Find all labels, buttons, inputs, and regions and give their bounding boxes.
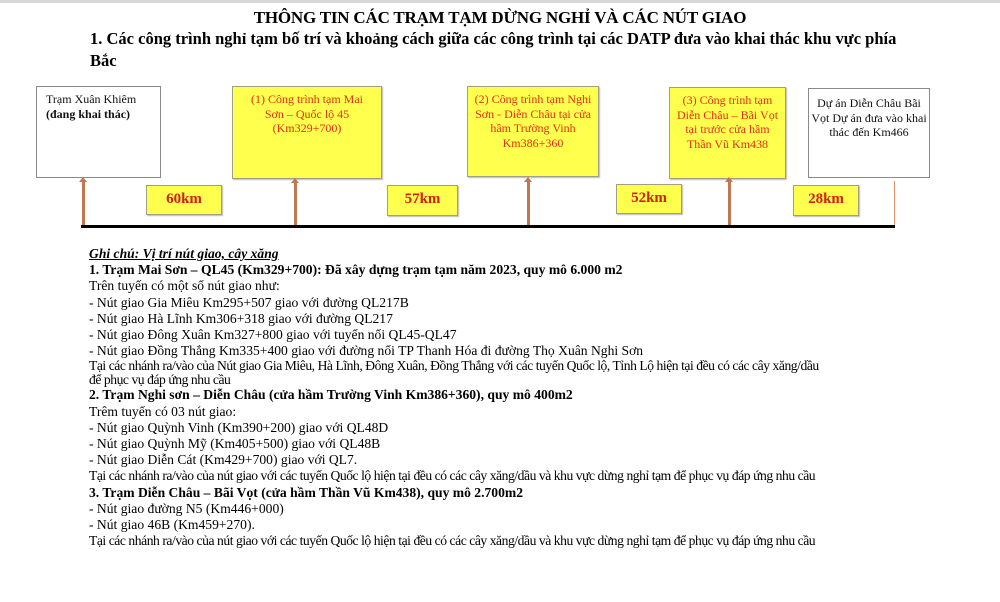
station-label: (2) Công trình tạm Nghi Sơn - Diễn Châu tại cửa hầm Trường Vinh Km386+360 bbox=[474, 92, 592, 150]
distance-label-4: 28km bbox=[793, 185, 859, 216]
station-box-dien-chau bbox=[669, 87, 786, 179]
note-line: Trên tuyến có một số nút giao như: bbox=[89, 278, 280, 294]
note-line: - Nút giao Quỳnh Vinh (Km390+200) giao với QL48D bbox=[89, 419, 389, 435]
note-line: - Nút giao đường N5 (Km446+000) bbox=[89, 500, 284, 516]
note-section-2: 2. Trạm Nghi sơn – Diễn Châu (cửa hầm Trường Vinh Km386+360), quy mô 400m2 bbox=[89, 387, 573, 403]
note-line: - Nút giao Quỳnh Mỹ (Km405+500) giao với QL48B bbox=[89, 436, 381, 452]
station-box-du-an-dien-chau bbox=[808, 88, 930, 178]
station-label: (3) Công trình tạm Diễn Châu – Bãi Vọt tại trước cửa hầm Thần Vũ Km438 bbox=[676, 93, 779, 151]
note-section-1: 1. Trạm Mai Sơn – QL45 (Km329+700): Đã xây dựng trạm tạm năm 2023, quy mô 6.000 m2 bbox=[89, 262, 623, 278]
arrow-up-icon bbox=[728, 181, 731, 226]
station-name: Trạm Xuân Khiêm bbox=[46, 92, 137, 106]
note-line: Tại các nhánh ra/vào của nút giao với các tuyến Quốc lộ hiện tại đều có các cây xăng/dầu và khu vực dừng nghỉ tạm để phục vụ đáp ứng nhu cầu bbox=[89, 533, 816, 549]
station-status: (đang khai thác) bbox=[46, 106, 131, 121]
note-line: Trêm tuyến có 03 nút giao: bbox=[89, 403, 237, 419]
note-section-3: 3. Trạm Diễn Châu – Bãi Vọt (cửa hầm Thần Vũ Km438), quy mô 2.700m2 bbox=[89, 484, 524, 500]
arrow-up-icon bbox=[294, 182, 297, 227]
distance-label-3: 52km bbox=[616, 184, 682, 214]
note-line: Tại các nhánh ra/vào của nút giao với các tuyến Quốc lộ hiện tại đều có các cây xăng/dầu và khu vực dừng nghỉ tạm để phục vụ đáp ứng nhu cầu bbox=[89, 468, 816, 484]
station-label: Dự án Diễn Châu Bãi Vọt Dự án đưa vào khai thác đến Km466 bbox=[811, 96, 927, 139]
notes-heading: Ghi chú: Vị trí nút giao, cây xăng bbox=[89, 246, 279, 261]
arrow-up-icon bbox=[82, 181, 85, 226]
note-line: - Nút giao 46B (Km459+270). bbox=[89, 517, 255, 533]
note-line: - Nút giao Đồng Thắng Km335+400 giao với đường nối TP Thanh Hóa đi đường Thọ Xuân Nghi Sơn bbox=[89, 343, 644, 359]
top-border bbox=[0, 0, 1000, 3]
document-title: THÔNG TIN CÁC TRẠM TẠM DỪNG NGHỈ VÀ CÁC NÚT GIAO bbox=[253, 8, 747, 27]
distance-label-1: 60km bbox=[146, 185, 222, 215]
arrow-up-icon bbox=[527, 181, 530, 226]
marker-line bbox=[894, 181, 895, 226]
distance-label-2: 57km bbox=[387, 185, 458, 216]
station-label: (1) Công trình tạm Mai Sơn – Quốc lộ 45 (Km329+700) bbox=[251, 92, 363, 135]
route-axis bbox=[81, 225, 895, 228]
note-line: - Nút giao Diễn Cát (Km429+700) giao với QL7. bbox=[89, 452, 358, 468]
station-box-nghi-son bbox=[467, 86, 599, 177]
note-line: để phục vụ đáp ứng nhu cầu bbox=[89, 372, 231, 388]
notes-section bbox=[89, 246, 989, 549]
section-subtitle: 1. Các công trình nghỉ tạm bố trí và khoảng cách giữa các công trình tại các DATP đưa vào khai thác khu vực phía Bắc bbox=[90, 29, 897, 70]
station-box-mai-son bbox=[232, 86, 382, 179]
note-line: - Nút giao Hà Lĩnh Km306+318 giao với đường QL217 bbox=[89, 310, 393, 326]
station-box-xuan-khiem bbox=[36, 86, 161, 178]
note-line: - Nút giao Đông Xuân Km327+800 giao với tuyến nối QL45-QL47 bbox=[89, 327, 457, 343]
note-line: Tại các nhánh ra/vào của Nút giao Gia Miêu, Hà Lĩnh, Đông Xuân, Đồng Thắng với các tuyến Quốc lộ, Tỉnh Lộ hiện tại đều có các cây xăng/dầu bbox=[89, 358, 819, 374]
note-line: - Nút giao Gia Miêu Km295+507 giao với đường QL217B bbox=[89, 294, 409, 310]
